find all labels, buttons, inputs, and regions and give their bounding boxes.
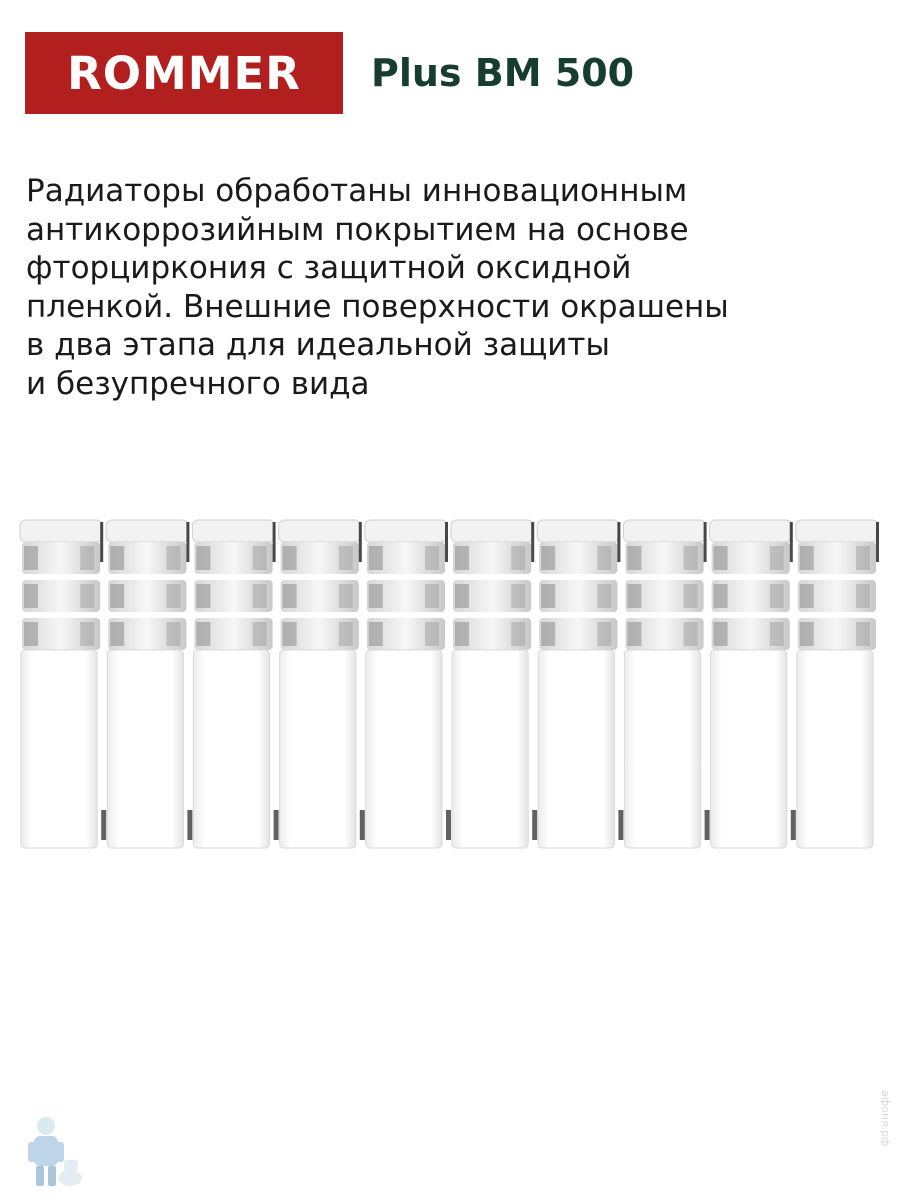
radiator-section <box>274 520 362 848</box>
model-name: Plus BM 500 <box>371 51 635 95</box>
plumber-mascot-icon <box>8 1112 88 1192</box>
watermark-text: афоня.рф <box>879 1090 892 1147</box>
description-line: фторциркония с защитной оксидной <box>26 250 632 286</box>
description-line: и безупречного вида <box>26 365 370 402</box>
description-line: в два этапа для идеальной защиты <box>26 327 610 363</box>
description-line: Радиаторы обработаны инновационным <box>26 173 688 209</box>
radiator-section <box>705 520 793 848</box>
radiator-section <box>101 520 189 848</box>
radiator-section <box>532 520 620 848</box>
description <box>26 172 876 403</box>
radiator-section <box>791 520 879 848</box>
description-line: пленкой. Внешние поверхности окрашены <box>26 288 729 325</box>
radiator-section <box>446 520 534 848</box>
radiator-section <box>360 520 448 848</box>
radiator-section <box>618 520 706 848</box>
brand-logo <box>25 32 343 114</box>
radiator-sections <box>20 520 879 848</box>
description-line: антикоррозийным покрытием на основе <box>26 211 689 248</box>
radiator-section <box>20 520 103 848</box>
brand-logo-text: ROMMER <box>67 46 301 100</box>
radiator-section <box>187 520 275 848</box>
header <box>25 32 634 114</box>
radiator-icon <box>0 510 900 850</box>
